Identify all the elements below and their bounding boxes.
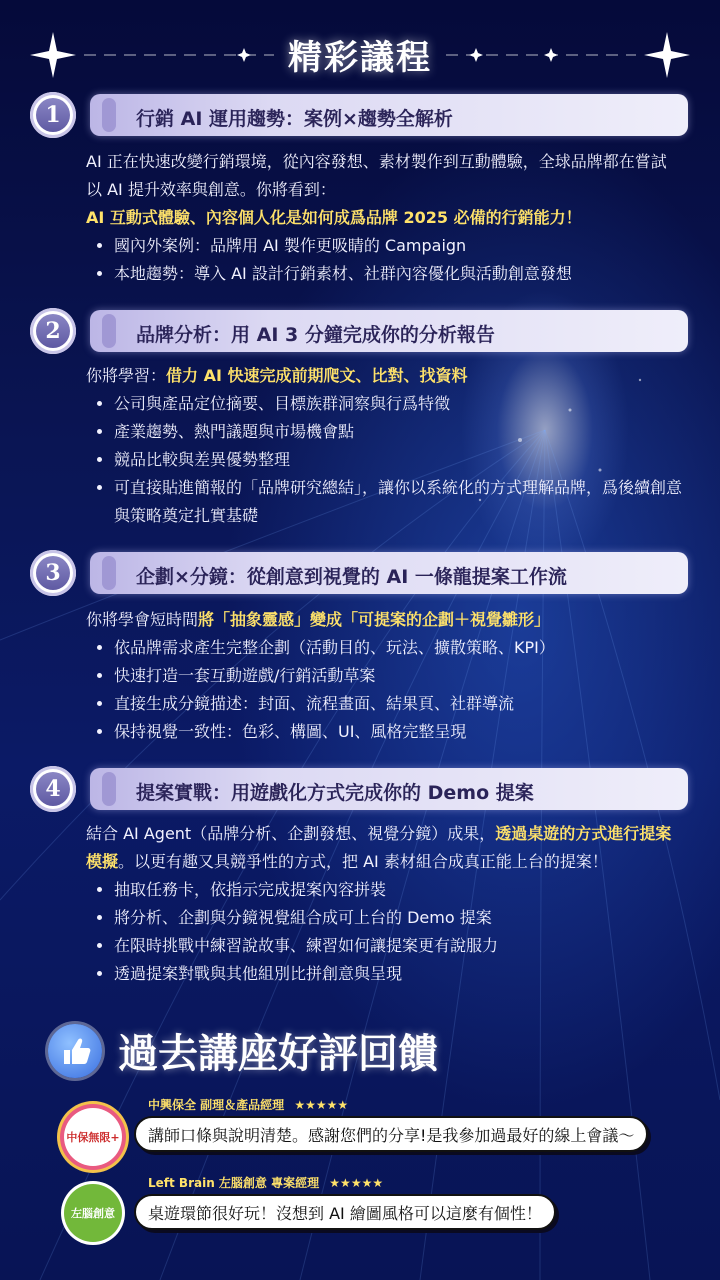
bullet-list: [86, 232, 682, 288]
section-highlight: 借力 AI 快速完成前期爬文、比對、找資料: [166, 366, 468, 385]
list-item: • 保持視覺一致性：色彩、構圖、UI、風格完整呈現: [114, 718, 682, 746]
list-item: • 快速打造一套互動遊戲/行銷活動草案: [114, 662, 682, 690]
bullet-list: [86, 876, 682, 988]
star-rating: ★★★★★: [294, 1098, 349, 1112]
list-item: • 依品牌需求產生完整企劃（活動目的、玩法、擴散策略、KPI）: [114, 634, 682, 662]
intro-prefix: 你將學習：: [86, 366, 167, 385]
section-body: [86, 148, 682, 288]
reviewer-name: 中興保全 副理＆產品經理 ★★★★★: [148, 1098, 349, 1112]
section-title-bar: [90, 310, 688, 352]
section-number: 4: [36, 772, 70, 806]
page-title: 精彩議程: [288, 38, 432, 78]
section-highlight: 透過桌遊的方式進行提案模擬: [86, 824, 672, 871]
divider-line-right: [446, 48, 636, 62]
section-intro: [86, 362, 682, 390]
list-item: • 國內外案例：品牌用 AI 製作更吸睛的 Campaign: [114, 232, 682, 260]
section-title: 品牌分析：用 AI 3 分鐘完成你的分析報告: [136, 324, 495, 346]
intro-suffix: 。以更有趣又具競爭性的方式，把 AI 素材組合成真正能上台的提案！: [118, 852, 608, 871]
company-logo-avatar: 中保無限+: [64, 1108, 122, 1166]
section-title: 行銷 AI 運用趨勢：案例×趨勢全解析: [136, 108, 453, 130]
bullet-list: [86, 634, 682, 746]
section-body: [86, 362, 682, 530]
list-item: • 可直接貼進簡報的「品牌研究總結」，讓你以系統化的方式理解品牌，爲後續創意與策略奠定扎實基礎: [114, 474, 682, 530]
list-item: • 本地趨勢：導入 AI 設計行銷素材、社群內容優化與活動創意發想: [114, 260, 682, 288]
section-body: [86, 820, 682, 988]
intro-prefix: 你將學會短時間: [86, 610, 199, 629]
sparkle-icon: [644, 32, 690, 78]
section-number-badge: [30, 308, 76, 354]
star-rating: ★★★★★: [329, 1176, 384, 1190]
list-item: • 競品比較與差異優勢整理: [114, 446, 682, 474]
section-title-bar: [90, 768, 688, 810]
list-item: • 透過提案對戰與其他組別比拼創意與呈現: [114, 960, 682, 988]
thumbs-up-icon: [48, 1024, 102, 1078]
reviews-title: 過去講座好評回饋: [118, 1030, 438, 1077]
section-title: 企劃×分鏡：從創意到視覺的 AI 一條龍提案工作流: [136, 566, 567, 588]
bullet-list: [86, 390, 682, 530]
list-item: • 將分析、企劃與分鏡視覺組合成可上台的 Demo 提案: [114, 904, 682, 932]
review-comment-bubble: 桌遊環節很好玩！沒想到 AI 繪圖風格可以這麼有個性！: [134, 1194, 556, 1230]
reviewer-name: Left Brain 左腦創意 專案經理 ★★★★★: [148, 1176, 384, 1190]
section-title-bar: [90, 94, 688, 136]
section-number-badge: [30, 550, 76, 596]
section-intro: [86, 606, 682, 634]
section-title: 提案實戰：用遊戲化方式完成你的 Demo 提案: [136, 782, 534, 804]
list-item: • 直接生成分鏡描述：封面、流程畫面、結果頁、社群導流: [114, 690, 682, 718]
section-highlight: 將「抽象靈感」變成「可提案的企劃＋視覺雛形」: [198, 610, 551, 629]
section-number: 2: [36, 314, 70, 348]
section-number-badge: [30, 92, 76, 138]
list-item: • 抽取任務卡，依指示完成提案內容拼裝: [114, 876, 682, 904]
section-title-bar: [90, 552, 688, 594]
company-logo-avatar: 左腦創意: [64, 1184, 122, 1242]
section-intro: [86, 820, 682, 876]
agenda-header: [0, 28, 720, 78]
list-item: • 產業趨勢、熱門議題與市場機會點: [114, 418, 682, 446]
section-number-badge: [30, 766, 76, 812]
review-comment-bubble: 講師口條與說明清楚。感謝您們的分享!是我參加過最好的線上會議～: [134, 1116, 648, 1152]
list-item: • 在限時挑戰中練習說故事、練習如何讓提案更有說服力: [114, 932, 682, 960]
section-number: 1: [36, 98, 70, 132]
intro-prefix: 結合 AI Agent（品牌分析、企劃發想、視覺分鏡）成果，: [86, 824, 496, 843]
section-body: [86, 606, 682, 746]
list-item: • 公司與產品定位摘要、目標族群洞察與行爲特徵: [114, 390, 682, 418]
section-intro: AI 正在快速改變行銷環境，從內容發想、素材製作到互動體驗，全球品牌都在嘗試以 AI 提升效率與創意。你將看到：: [86, 152, 667, 199]
section-number: 3: [36, 556, 70, 590]
section-highlight: AI 互動式體驗、內容個人化是如何成爲品牌 2025 必備的行銷能力！: [86, 208, 582, 227]
